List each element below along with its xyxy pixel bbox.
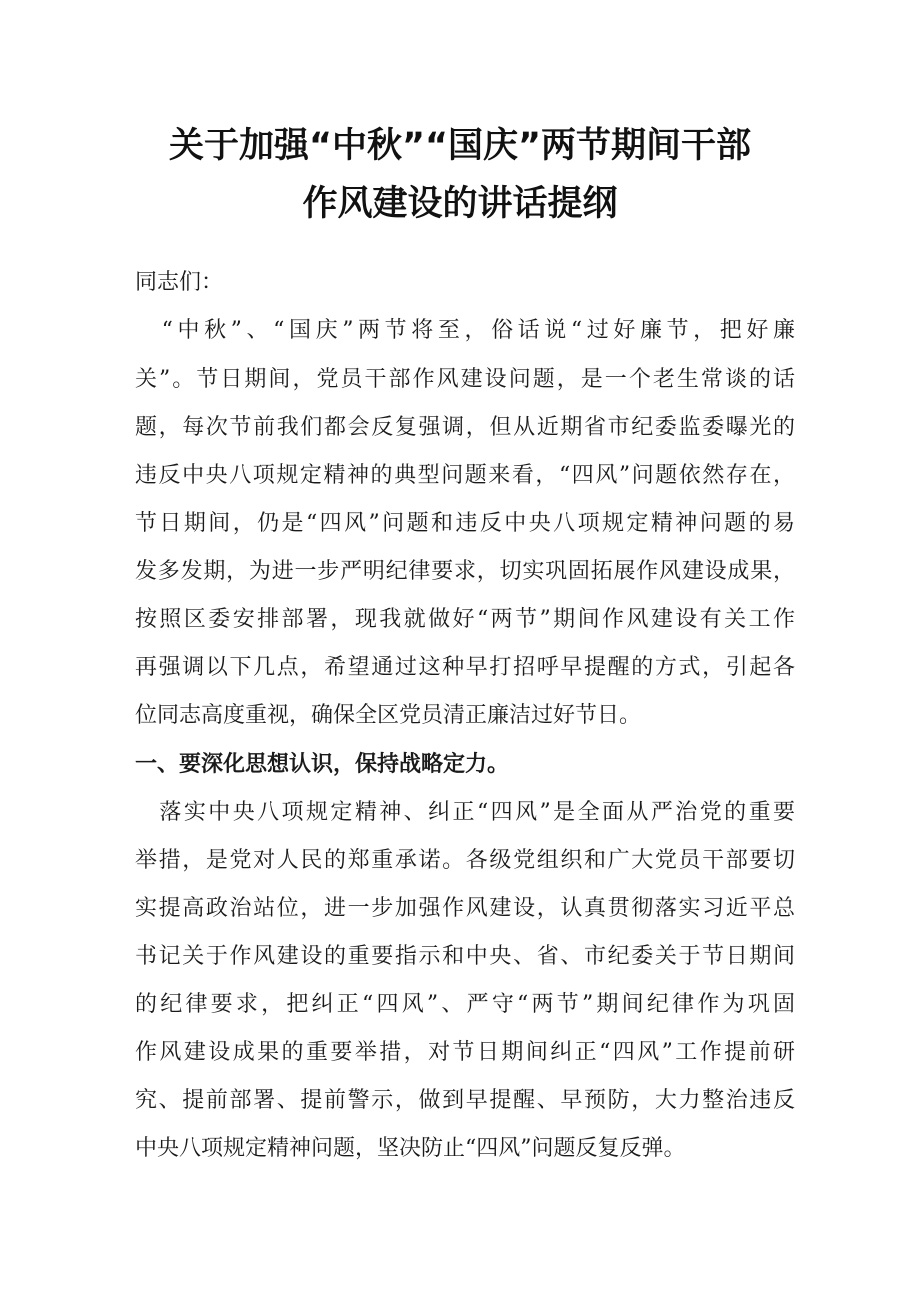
paragraph-2-line-3: 实提高政治站位，进一步加强作风建设，认真贯彻落实习近平总 [135, 896, 795, 921]
paragraph-1-line-5: 节日期间，仍是“四风”问题和违反中央八项规定精神问题的易 [135, 511, 795, 536]
paragraph-2-line-5: 的纪律要求，把纠正“四风”、严守“两节”期间纪律作为巩固 [135, 992, 795, 1017]
paragraph-1-line-9: 位同志高度重视，确保全区党员清正廉洁过好节日。 [135, 703, 642, 728]
paragraph-2-line-6: 作风建设成果的重要举措，对节日期间纠正“四风”工作提前研 [135, 1040, 795, 1065]
salutation: 同志们： [135, 270, 224, 295]
document-title-line-1: 关于加强“中秋”“国庆”两节期间干部 [168, 126, 751, 166]
paragraph-1-line-2: 关”。节日期间，党员干部作风建设问题，是一个老生常谈的话 [135, 367, 795, 392]
paragraph-2-line-1: 落实中央八项规定精神、纠正“四风”是全面从严治党的重要 [135, 800, 795, 825]
section-1-heading: 一、要深化思想认识，保持战略定力。 [135, 752, 510, 777]
paragraph-1-line-1: “中秋”、“国庆”两节将至，俗话说“过好廉节，把好廉 [135, 318, 795, 343]
paragraph-1-line-3: 题，每次节前我们都会反复强调，但从近期省市纪委监委曝光的 [135, 415, 795, 440]
paragraph-1-line-6: 发多发期，为进一步严明纪律要求，切实巩固拓展作风建设成果， [135, 559, 795, 584]
paragraph-1-line-8: 再强调以下几点，希望通过这种早打招呼早提醒的方式，引起各 [135, 655, 795, 680]
paragraph-1-line-7: 按照区委安排部署，现我就做好“两节”期间作风建设有关工作 [135, 607, 795, 632]
paragraph-2-line-4: 书记关于作风建设的重要指示和中央、省、市纪委关于节日期间 [135, 944, 795, 969]
paragraph-2-line-7: 究、提前部署、提前警示，做到早提醒、早预防，大力整治违反 [135, 1088, 795, 1113]
document-title-line-2: 作风建设的讲话提纲 [302, 184, 618, 224]
paragraph-2-line-8: 中央八项规定精神问题，坚决防止“四风”问题反复反弹。 [135, 1136, 686, 1161]
paragraph-2-line-2: 举措，是党对人民的郑重承诺。各级党组织和广大党员干部要切 [135, 848, 795, 873]
paragraph-1-line-4: 违反中央八项规定精神的典型问题来看，“四风”问题依然存在， [135, 463, 795, 488]
